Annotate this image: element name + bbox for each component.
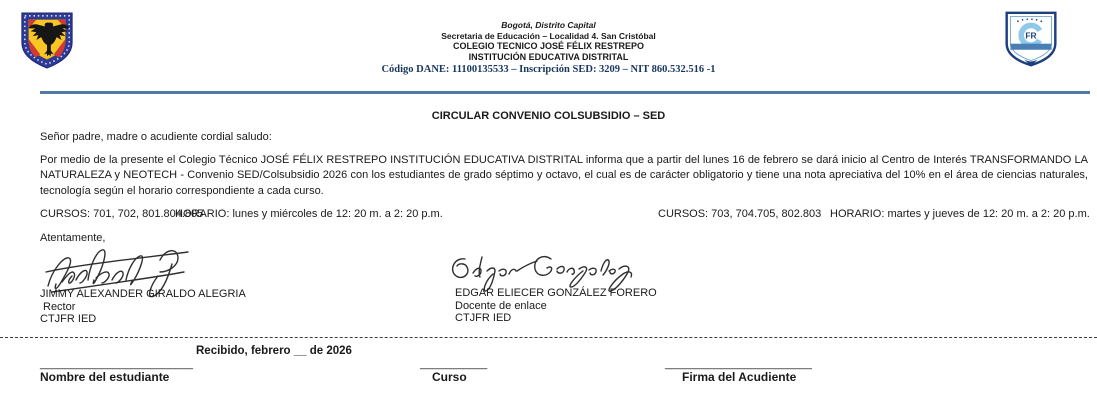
signer-rector-block	[40, 288, 246, 326]
letterhead-institution: INSTITUCIÓN EDUCATIVA DISTRITAL	[468, 51, 629, 62]
cursos-left: CURSOS: 701, 702, 801.804.805	[40, 208, 204, 220]
header-divider-line	[40, 91, 1090, 94]
course-blank-line: ___________	[420, 358, 488, 370]
letterhead	[0, 20, 1097, 76]
letterhead-secretary: Secretaria de Educación – Localidad 4. San Cristóbal	[441, 30, 656, 41]
closing-word: Atentamente,	[40, 232, 106, 244]
signer-rector-role: Rector	[43, 300, 76, 313]
guardian-signature-blank-line: ________________________	[665, 358, 812, 370]
guardian-signature-label: Firma del Acudiente	[682, 370, 797, 384]
signer-rector-name: JIMMY ALEXANDER GIRALDO ALEGRIA	[40, 288, 246, 300]
signer-rector-org: CTJFR IED	[40, 313, 97, 326]
tear-off-dashed-line	[0, 337, 1097, 338]
crest-band	[1010, 44, 1051, 50]
student-name-label: Nombre del estudiante	[40, 370, 170, 384]
letterhead-codes: Código DANE: 11100135533 – Inscripción SED: 3209 – NIT 860.532.516 -1	[381, 64, 716, 75]
horario-right: HORARIO: martes y jueves de 12: 20 m. a 2: 20 p.m.	[830, 208, 1090, 220]
student-name-blank-line: _________________________	[40, 358, 193, 370]
school-crest-logo	[1002, 8, 1060, 70]
horario-left: HORARIO: lunes y miércoles de 12: 20 m. a 2: 20 p.m.	[175, 208, 443, 220]
signer-docente-block	[455, 287, 657, 325]
body-paragraph: Por medio de la presente el Colegio Técnico JOSÉ FÉLIX RESTREPO INSTITUCIÓN EDUCATIVA DISTRITAL informa que a partir del lunes 16 de febrero se dará inicio al Centro de Interés TRANSFORMANDO LA NATURALEZA y NEOTECH - Convenio SED/Colsubsidio 2026 con los estudiantes de grado séptimo y octavo, el cual es de carácter obligatorio y tiene una nota apreciativa del 10% en el área de ciencias naturales, tecnología según el horario correspondiente a cada curso.	[40, 154, 1088, 197]
document-title: CIRCULAR CONVENIO COLSUBSIDIO – SED	[431, 110, 666, 122]
signer-docente-name: EDGAR ELIECER GONZÁLEZ FORERO	[455, 287, 657, 299]
course-label: Curso	[432, 370, 467, 384]
receipt-course-field	[420, 358, 487, 384]
signer-docente-role: Docente de enlace	[455, 299, 547, 312]
letterhead-city: Bogotá, Distrito Capital	[501, 20, 596, 30]
signer-docente-org: CTJFR IED	[455, 312, 512, 325]
receipt-guardian-field	[665, 358, 812, 384]
cursos-right: CURSOS: 703, 704.705, 802.803	[658, 208, 822, 220]
crest-monogram: FR	[1025, 30, 1037, 41]
letterhead-school-name: COLEGIO TECNICO JOSÉ FÉLIX RESTREPO	[452, 41, 645, 51]
receipt-title: Recibido, febrero __ de 2026	[196, 345, 352, 357]
receipt-student-field	[40, 358, 193, 384]
salutation: Señor padre, madre o acudiente cordial saludo:	[40, 131, 272, 143]
